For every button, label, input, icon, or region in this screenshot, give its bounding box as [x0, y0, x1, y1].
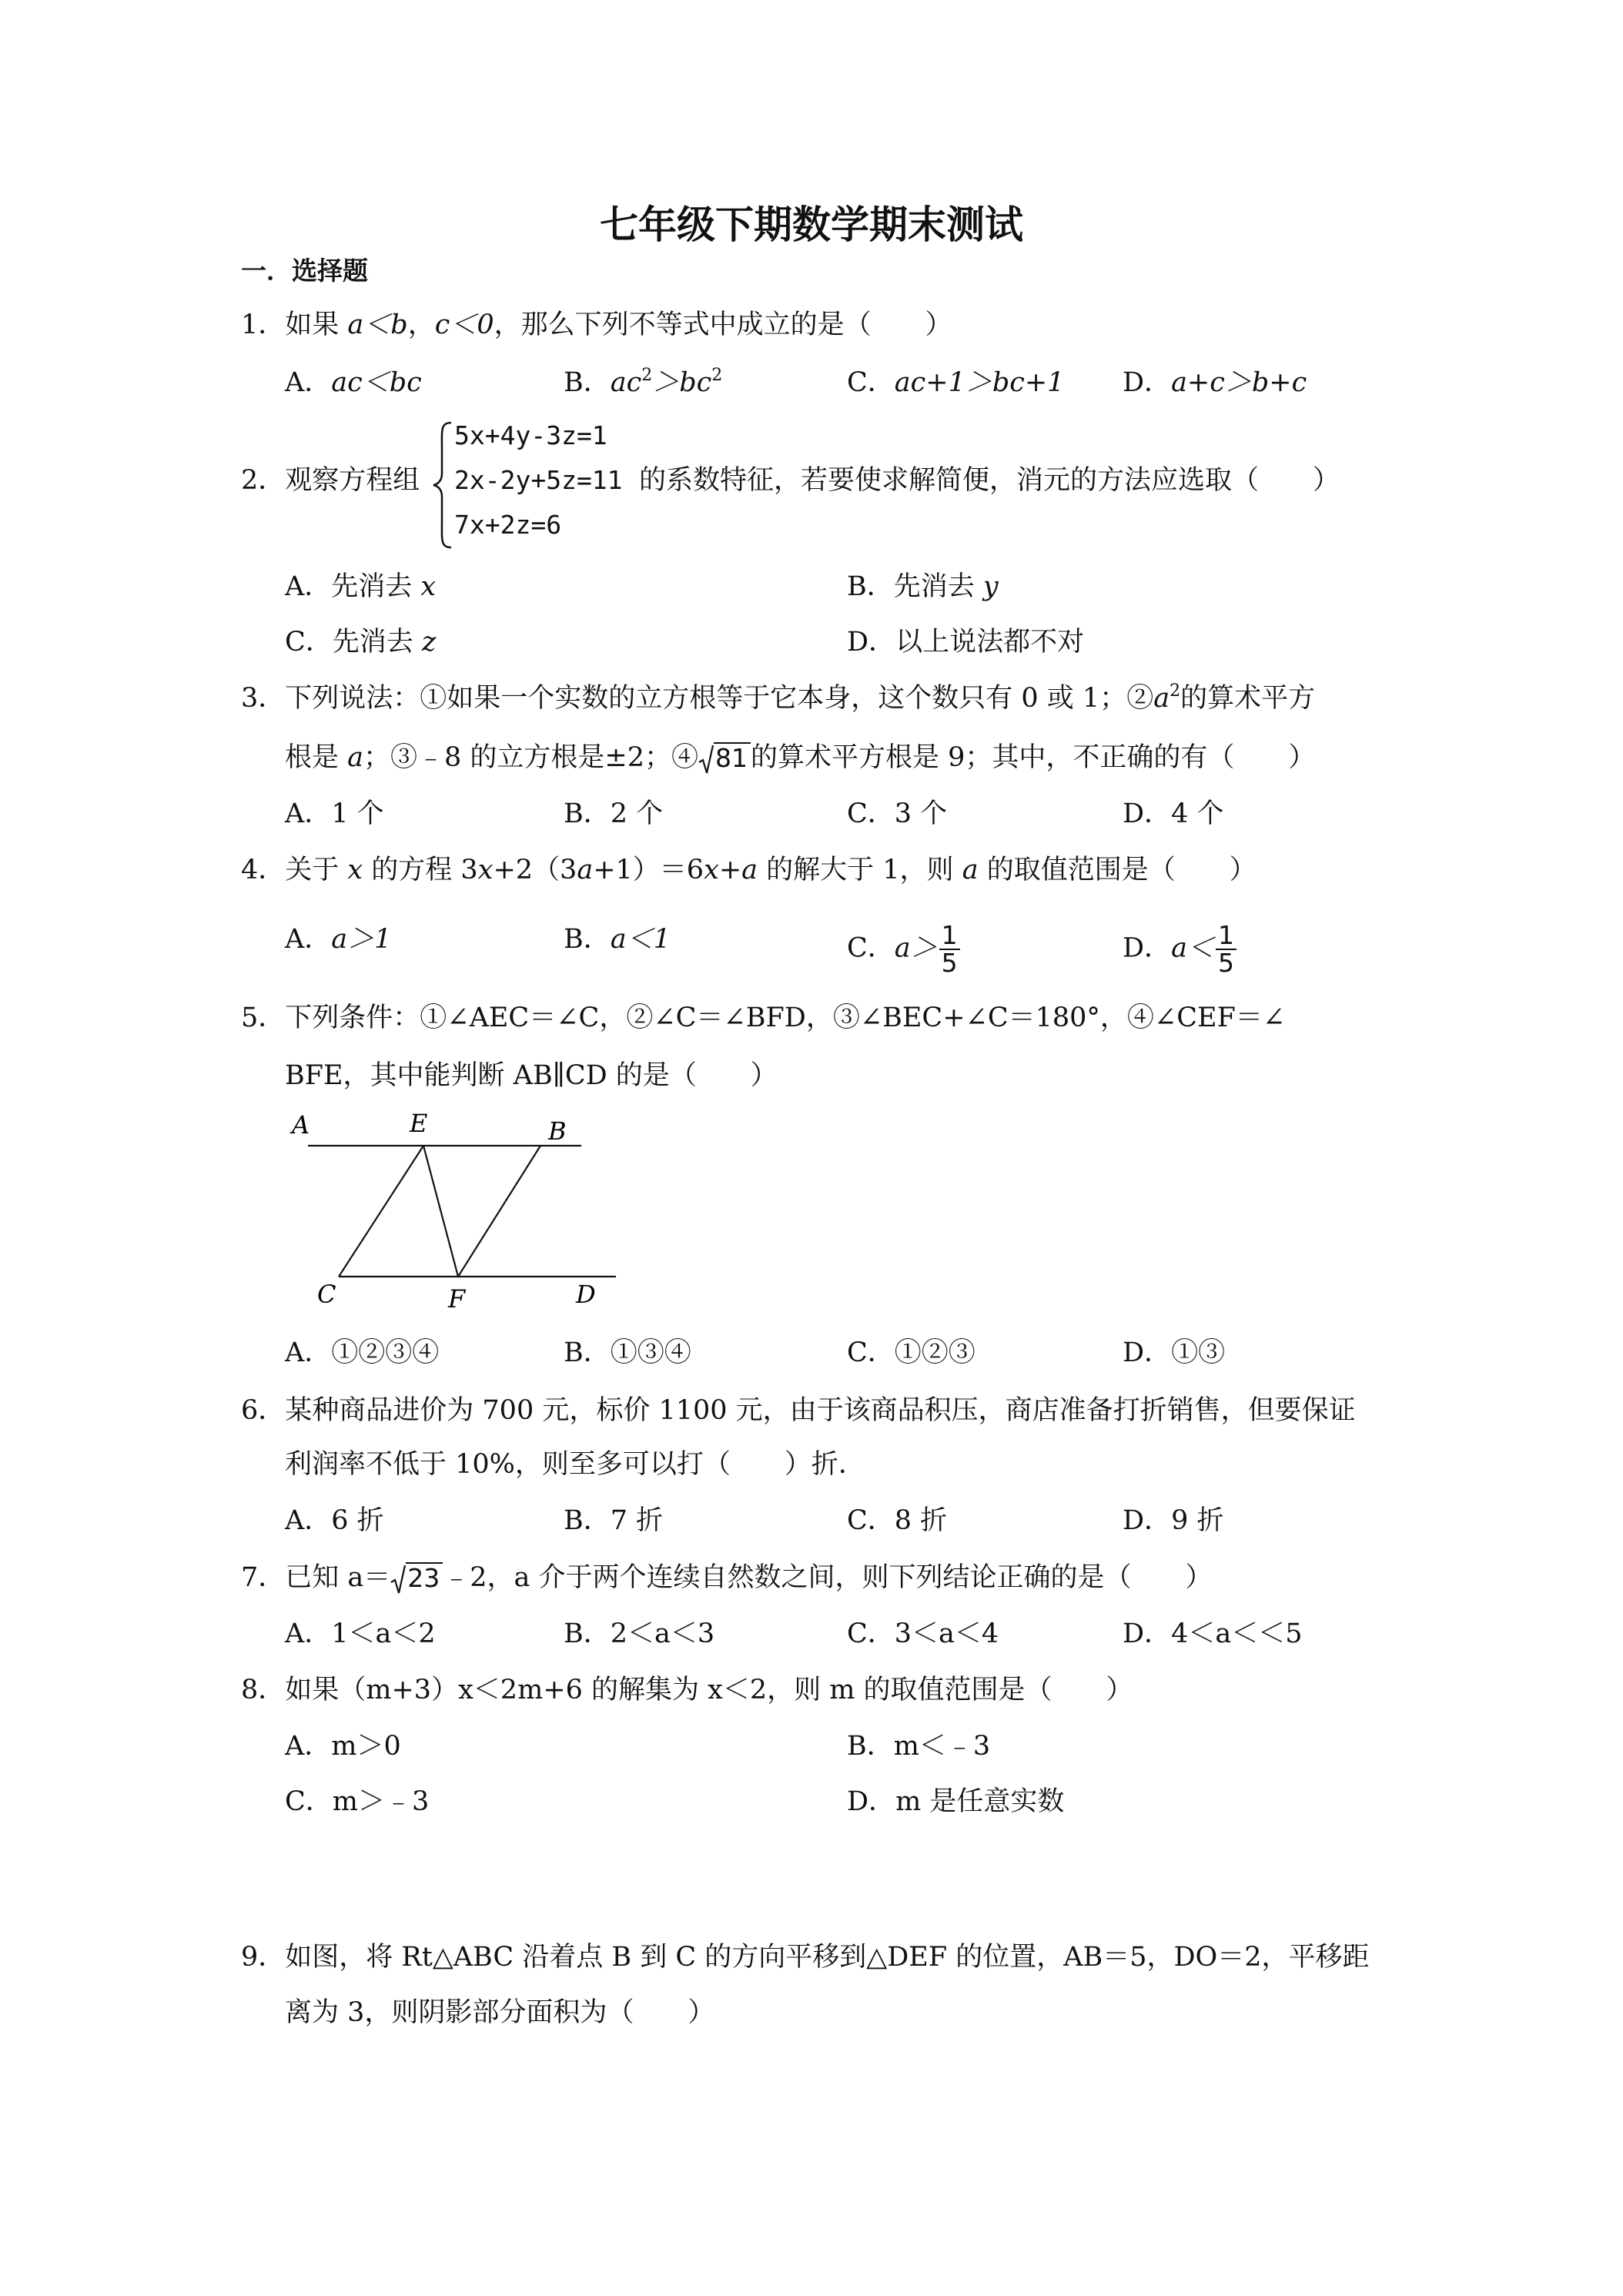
- variable: y: [982, 571, 999, 602]
- option-label: A．: [285, 1731, 332, 1762]
- variable: a: [741, 855, 758, 885]
- option-c[interactable]: [847, 1336, 975, 1370]
- question-text: +: [718, 855, 742, 885]
- option-c[interactable]: [285, 1785, 429, 1819]
- question-number: 4．: [241, 855, 286, 885]
- option-d[interactable]: [1123, 1336, 1225, 1370]
- equation-2: 2x-2y+5z=11: [454, 465, 623, 495]
- option-b[interactable]: [564, 366, 722, 400]
- question-number: 5．: [241, 1002, 286, 1033]
- question-text: ﹣2，a 介于两个连续自然数之间，则下列结论正确的是（ ）: [443, 1562, 1213, 1593]
- point-b-label: B: [548, 1116, 567, 1146]
- option-text: 2 个: [610, 798, 664, 829]
- option-d[interactable]: [1123, 797, 1223, 831]
- option-text: m＞0: [331, 1731, 401, 1762]
- variable: z: [421, 627, 437, 658]
- option-label: D．: [1123, 1337, 1172, 1368]
- option-text: m 是任意实数: [895, 1786, 1065, 1817]
- question-text: 已知 a＝: [285, 1562, 391, 1593]
- option-text: 先消去: [331, 571, 421, 602]
- option-b[interactable]: [564, 1617, 714, 1651]
- question-text: 如果（m+3）x＜2m+6 的解集为 x＜2，则 m 的取值范围是（ ）: [285, 1675, 1133, 1705]
- option-b[interactable]: [564, 1336, 691, 1370]
- question-5-line-2: BFE，其中能判断 AB∥CD 的是（ ）: [285, 1060, 778, 1091]
- option-d[interactable]: [847, 625, 1084, 659]
- question-7: [241, 1561, 1213, 1596]
- question-number: 1．: [241, 310, 286, 340]
- option-label: D．: [1123, 932, 1172, 964]
- option-label: B．: [564, 1618, 611, 1649]
- option-label: C．: [847, 932, 895, 964]
- option-label: A．: [285, 798, 332, 829]
- question-text: 的取值范围是（ ）: [978, 855, 1257, 885]
- option-d[interactable]: [1123, 1504, 1223, 1538]
- question-2: [241, 464, 420, 497]
- option-text: 9 折: [1171, 1505, 1224, 1536]
- option-text: 1＜a＜2: [331, 1618, 436, 1649]
- question-text: 如图，将 Rt△ABC 沿着点 B 到 C 的方向平移到△DEF 的位置，AB＝5，DO＝2，平移距: [285, 1942, 1370, 1973]
- page-title: 七年级下期数学期末测试: [600, 202, 1023, 247]
- question-number: 3．: [241, 683, 286, 714]
- option-text: ①②③: [894, 1337, 975, 1368]
- option-a[interactable]: [285, 922, 391, 956]
- question-text: ，那么下列不等式中成立的是（ ）: [494, 310, 952, 340]
- option-text: ac+1＞bc+1: [894, 367, 1065, 398]
- option-text: 1 个: [331, 798, 384, 829]
- option-text: ①②③④: [331, 1337, 440, 1368]
- option-c[interactable]: [847, 366, 1064, 400]
- radical-sign-icon: [390, 1564, 406, 1596]
- option-text: 3＜a＜4: [894, 1618, 999, 1649]
- option-label: C．: [847, 1337, 895, 1368]
- radicand: 23: [406, 1562, 443, 1593]
- option-text: ①③④: [610, 1337, 691, 1368]
- option-label: D．: [1123, 1505, 1172, 1536]
- point-a-label: A: [292, 1110, 310, 1140]
- question-number: 8．: [241, 1675, 286, 1705]
- question-text: 下列条件：①∠AEC＝∠C，②∠C＝∠BFD，③∠BEC+∠C＝180°，④∠CEF＝∠: [285, 1002, 1286, 1033]
- option-b[interactable]: [564, 922, 671, 956]
- question-9-line-2: 离为 3，则阴影部分面积为（ ）: [285, 1997, 715, 2028]
- variable: x: [420, 571, 437, 602]
- option-a[interactable]: [285, 1617, 436, 1651]
- parallel-lines-figure: [281, 1109, 627, 1309]
- segment-fb: [458, 1146, 540, 1277]
- option-label: B．: [564, 924, 611, 955]
- option-text: 先消去: [893, 571, 983, 602]
- condition: a＜b: [347, 310, 408, 340]
- question-number: 2．: [241, 465, 286, 496]
- option-label: A．: [285, 1618, 332, 1649]
- fraction: [939, 922, 960, 976]
- option-c[interactable]: [285, 625, 436, 659]
- exponent: 2: [711, 366, 723, 385]
- option-label: B．: [847, 1731, 894, 1762]
- option-text: 4＜a＜＜5: [1171, 1618, 1303, 1649]
- option-label: A．: [285, 924, 332, 955]
- question-text: ，: [407, 310, 435, 340]
- question-text: 的算术平方根是 9；其中，不正确的有（ ）: [751, 742, 1316, 773]
- option-a[interactable]: [285, 797, 384, 831]
- equation-1: 5x+4y-3z=1: [454, 420, 607, 450]
- question-text: 关于: [285, 855, 348, 885]
- option-label: B．: [564, 798, 611, 829]
- point-c-label: C: [317, 1280, 336, 1309]
- option-b[interactable]: [564, 797, 663, 831]
- question-text: 某种商品进价为 700 元，标价 1100 元，由于该商品积压，商店准备打折销售，但要保证: [285, 1395, 1356, 1426]
- variable: a: [347, 742, 364, 773]
- variable: x: [347, 855, 363, 885]
- option-a[interactable]: [285, 570, 436, 604]
- question-3-line-2: [285, 741, 1315, 776]
- option-text: 以上说法都不对: [895, 627, 1085, 658]
- option-label: D．: [1123, 798, 1172, 829]
- question-text: +2（3: [493, 855, 577, 885]
- option-c[interactable]: [847, 922, 960, 976]
- variable: a: [577, 855, 594, 885]
- option-c[interactable]: [847, 1504, 947, 1538]
- option-label: C．: [847, 798, 895, 829]
- option-label: D．: [847, 1786, 896, 1817]
- option-text: a＞: [894, 932, 938, 964]
- option-label: A．: [285, 1337, 332, 1368]
- radicand: 81: [714, 742, 751, 773]
- equation-3: 7x+2z=6: [454, 510, 562, 540]
- variable: x: [477, 855, 494, 885]
- square-root: [390, 1561, 443, 1596]
- option-text: ①③: [1171, 1337, 1226, 1368]
- question-text: 根是: [285, 742, 348, 773]
- option-label: C．: [285, 1786, 333, 1817]
- option-text: a＜: [1171, 932, 1214, 964]
- option-label: A．: [285, 1505, 332, 1536]
- option-label: B．: [564, 1505, 611, 1536]
- option-d[interactable]: [1123, 366, 1307, 400]
- exponent: 2: [641, 366, 653, 385]
- square-root: [698, 741, 751, 776]
- left-brace-icon: [431, 420, 456, 551]
- question-9: [241, 1940, 1370, 1974]
- question-3: [241, 681, 1315, 715]
- option-d[interactable]: [1123, 922, 1236, 976]
- option-text: m＞﹣3: [332, 1786, 430, 1817]
- option-label: A．: [285, 571, 332, 602]
- option-c[interactable]: [847, 797, 947, 831]
- option-text: a+c＞b+c: [1171, 367, 1307, 398]
- question-5: [241, 1001, 1285, 1035]
- point-e-label: E: [410, 1109, 428, 1138]
- option-text: a＞1: [331, 924, 392, 955]
- option-text: 6 折: [331, 1505, 384, 1536]
- question-text: 的解大于 1，则: [758, 855, 962, 885]
- option-d[interactable]: [1123, 1617, 1302, 1651]
- question-number: 9．: [241, 1942, 286, 1973]
- option-text: 4 个: [1171, 798, 1224, 829]
- variable: a: [1153, 683, 1170, 714]
- option-label: A．: [285, 367, 332, 398]
- exponent: 2: [1170, 681, 1181, 701]
- question-text: 下列说法：①如果一个实数的立方根等于它本身，这个数只有 0 或 1；②: [285, 683, 1154, 714]
- variable: x: [704, 855, 719, 885]
- question-6-line-2: 利润率不低于 10%，则至多可以打（ ）折．: [285, 1449, 865, 1480]
- option-label: C．: [847, 367, 895, 398]
- option-a[interactable]: [285, 1729, 401, 1763]
- segment-ef: [423, 1146, 458, 1277]
- option-label: B．: [847, 571, 894, 602]
- radical-sign-icon: [698, 744, 714, 776]
- numerator: 1: [939, 922, 960, 950]
- numerator: 1: [1216, 922, 1236, 950]
- segment-ec: [339, 1146, 423, 1277]
- option-d[interactable]: [847, 1785, 1064, 1819]
- condition: c＜0: [434, 310, 494, 340]
- question-number: 7．: [241, 1562, 286, 1593]
- question-text: +1）＝6: [593, 855, 704, 885]
- question-text: 的系数特征，若要使求解简便，消元的方法应选取（ ）: [639, 465, 1340, 496]
- option-text: 8 折: [894, 1505, 948, 1536]
- option-a[interactable]: [285, 1504, 384, 1538]
- option-b[interactable]: [847, 1729, 990, 1763]
- option-text: 2＜a＜3: [610, 1618, 715, 1649]
- option-label: D．: [1123, 1618, 1172, 1649]
- option-b[interactable]: [847, 570, 999, 604]
- question-6: [241, 1394, 1356, 1427]
- option-label: C．: [847, 1618, 895, 1649]
- question-text: ；③﹣8 的立方根是±2；④: [363, 742, 699, 773]
- option-text: 3 个: [894, 798, 948, 829]
- option-text: m＜﹣3: [893, 1731, 991, 1762]
- denominator: 5: [941, 948, 958, 978]
- question-text: 观察方程组: [285, 465, 420, 496]
- variable: a: [962, 855, 979, 885]
- option-text: ac: [610, 367, 642, 398]
- option-b[interactable]: [564, 1504, 663, 1538]
- denominator: 5: [1217, 948, 1234, 978]
- option-text: 7 折: [610, 1505, 664, 1536]
- option-text: a＜1: [610, 924, 671, 955]
- question-text: 如果: [285, 310, 348, 340]
- option-text: ac＜bc: [331, 367, 422, 398]
- option-label: D．: [847, 627, 896, 658]
- question-text: 的方程 3: [363, 855, 478, 885]
- point-f-label: F: [448, 1284, 466, 1309]
- point-d-label: D: [576, 1280, 596, 1309]
- question-number: 6．: [241, 1395, 286, 1426]
- option-a[interactable]: [285, 366, 422, 400]
- question-4: [241, 853, 1257, 887]
- question-text: 的算术平方: [1180, 683, 1316, 714]
- option-label: B．: [564, 1337, 611, 1368]
- option-label: C．: [847, 1505, 895, 1536]
- option-label: B．: [564, 367, 611, 398]
- question-1: [241, 308, 952, 342]
- option-label: D．: [1123, 367, 1172, 398]
- option-label: C．: [285, 627, 333, 658]
- question-8: [241, 1673, 1133, 1707]
- section-heading: 一．选择题: [241, 256, 368, 286]
- option-a[interactable]: [285, 1336, 439, 1370]
- fraction: [1216, 922, 1236, 976]
- option-text: 先消去: [332, 627, 422, 658]
- option-c[interactable]: [847, 1617, 999, 1651]
- option-text: ＞bc: [652, 367, 712, 398]
